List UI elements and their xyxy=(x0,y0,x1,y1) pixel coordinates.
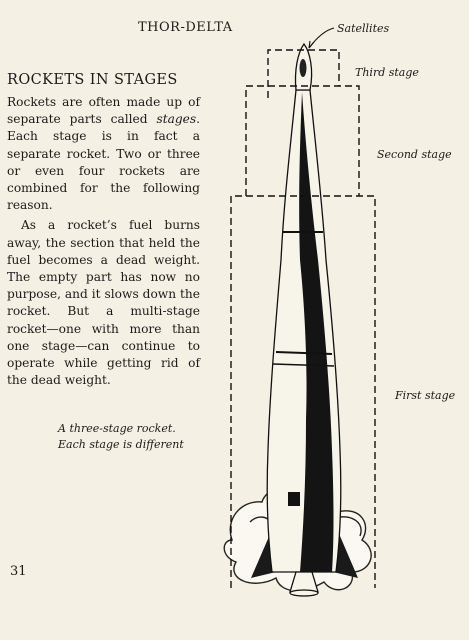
satellite-pointer-arrow xyxy=(309,28,334,48)
rocket-body xyxy=(267,90,341,596)
page-number: 31 xyxy=(10,564,27,579)
section-heading: ROCKETS IN STAGES xyxy=(7,72,178,88)
caption-line-2: Each stage is different xyxy=(58,438,184,451)
paragraph-1-text-end: . Each stage is in fact a separate rocket. Two or three or even four rockets are combined for the following reason. xyxy=(7,112,200,213)
running-head: THOR-DELTA xyxy=(138,20,233,35)
paragraph-1 xyxy=(7,94,200,214)
second-stage-label: Second stage xyxy=(377,148,452,161)
third-stage-label: Third stage xyxy=(355,66,419,79)
caption-line-1: A three-stage rocket. xyxy=(58,422,176,435)
first-stage-label: First stage xyxy=(395,389,456,402)
satellites-label: Satellites xyxy=(337,22,390,35)
paragraph-1-text: Rockets are often made up of separate parts called xyxy=(7,95,200,127)
nose-cone xyxy=(295,44,311,90)
body-text xyxy=(7,94,200,389)
figure-caption xyxy=(58,421,184,453)
paragraph-2: As a rocket’s fuel burns away, the section that held the fuel becomes a dead weight. The empty part has now no purpose, and it slows down the rocket. But a multi-stage rocket—one with more than one stage—can continue to operate while getting rid of the dead weight. xyxy=(7,218,200,388)
paragraph-1-emphasis: stages xyxy=(156,112,197,127)
